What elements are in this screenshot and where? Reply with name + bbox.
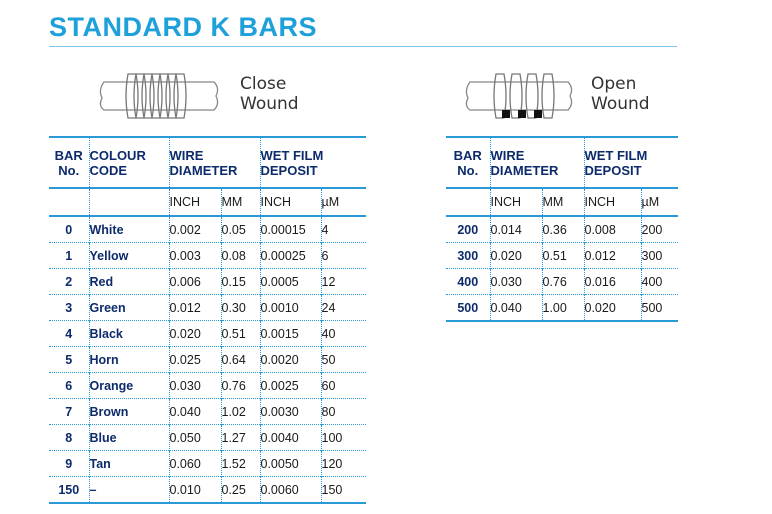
table-cell: 100 — [321, 425, 366, 451]
wire-diameter-header — [490, 137, 584, 188]
table-cell: 0.014 — [490, 216, 542, 243]
table-cell: Black — [89, 321, 169, 347]
table-cell: 200 — [446, 216, 490, 243]
close-wound-line2: Wound — [240, 94, 299, 114]
page-title: STANDARD K BARS — [49, 12, 317, 42]
table-row — [49, 295, 366, 321]
table-row — [49, 373, 366, 399]
table-cell: 0.08 — [221, 243, 260, 269]
table-row — [49, 477, 366, 504]
table-cell: 0.76 — [542, 269, 584, 295]
bar-no-header — [49, 137, 89, 188]
table-cell: 0.0005 — [260, 269, 321, 295]
unit-cell: INCH — [490, 188, 542, 216]
table-cell: 0.020 — [490, 243, 542, 269]
wet-film-header — [260, 137, 366, 188]
table-cell: 0.030 — [490, 269, 542, 295]
table-cell: 0.0015 — [260, 321, 321, 347]
table-row — [49, 425, 366, 451]
table-cell: 8 — [49, 425, 89, 451]
table-cell: 0.51 — [542, 243, 584, 269]
table-row — [446, 243, 678, 269]
table-cell: 0.040 — [169, 399, 221, 425]
table-cell: 4 — [49, 321, 89, 347]
close-wound-coil-icon — [96, 66, 221, 124]
table-cell: 60 — [321, 373, 366, 399]
table-cell: 0.016 — [584, 269, 641, 295]
wet-film-header — [584, 137, 678, 188]
table-cell: 0.51 — [221, 321, 260, 347]
table-cell: 50 — [321, 347, 366, 373]
table-cell: 9 — [49, 451, 89, 477]
table-cell: 0.0060 — [260, 477, 321, 504]
table-cell: 400 — [641, 269, 678, 295]
colour-code-header — [89, 137, 169, 188]
wire-header-line2: DIAMETER — [169, 162, 238, 178]
open-wound-line2: Wound — [591, 94, 650, 114]
table-cell: 0.012 — [584, 243, 641, 269]
table-cell: Yellow — [89, 243, 169, 269]
table-cell: 0.008 — [584, 216, 641, 243]
colour-header-line2: CODE — [89, 162, 128, 178]
unit-cell: INCH — [584, 188, 641, 216]
open-wound-coil-icon — [462, 66, 577, 124]
unit-cell: µM — [321, 188, 366, 216]
table-cell: 0 — [49, 216, 89, 243]
wet-header-line2: DEPOSIT — [260, 162, 318, 178]
table-cell: 300 — [446, 243, 490, 269]
units-row — [49, 188, 366, 216]
table-cell: 2 — [49, 269, 89, 295]
wire-diameter-header — [169, 137, 260, 188]
table-cell: 0.00015 — [260, 216, 321, 243]
unit-cell: MM — [221, 188, 260, 216]
wire-header-line2: DIAMETER — [490, 162, 559, 178]
table-cell: 120 — [321, 451, 366, 477]
table-header-row — [446, 137, 678, 188]
table-cell: 0.0025 — [260, 373, 321, 399]
table-cell: 1.00 — [542, 295, 584, 322]
table-row — [446, 295, 678, 322]
table-cell: 5 — [49, 347, 89, 373]
table-cell: 0.36 — [542, 216, 584, 243]
units-blank-cell — [89, 188, 169, 216]
table-cell: 150 — [321, 477, 366, 504]
table-cell: 0.040 — [490, 295, 542, 322]
table-cell: 3 — [49, 295, 89, 321]
table-cell: 0.64 — [221, 347, 260, 373]
table-cell: 0.0020 — [260, 347, 321, 373]
table-cell: 150 — [49, 477, 89, 504]
unit-cell: INCH — [260, 188, 321, 216]
table-cell: 1.02 — [221, 399, 260, 425]
table-row — [49, 243, 366, 269]
bar-header-line1: BAR — [54, 147, 83, 163]
table-cell: 80 — [321, 399, 366, 425]
table-row — [49, 269, 366, 295]
table-row — [49, 216, 366, 243]
wire-header-line1: WIRE — [490, 147, 525, 163]
table-cell: 400 — [446, 269, 490, 295]
table-row — [446, 269, 678, 295]
wet-header-line2: DEPOSIT — [584, 162, 642, 178]
table-cell: 0.020 — [584, 295, 641, 322]
table-cell: 0.15 — [221, 269, 260, 295]
table-cell: 0.05 — [221, 216, 260, 243]
table-cell: 0.010 — [169, 477, 221, 504]
table-cell: 6 — [49, 373, 89, 399]
table-cell: 0.0050 — [260, 451, 321, 477]
table-header-row — [49, 137, 366, 188]
table-cell: 24 — [321, 295, 366, 321]
table-cell: Orange — [89, 373, 169, 399]
unit-cell: INCH — [169, 188, 221, 216]
table-cell: 1.52 — [221, 451, 260, 477]
wet-header-line1: WET FILM — [260, 147, 324, 163]
table-cell: 0.006 — [169, 269, 221, 295]
table-cell: White — [89, 216, 169, 243]
unit-cell: µM — [641, 188, 678, 216]
table-cell: 0.060 — [169, 451, 221, 477]
open-wound-bars-table — [446, 136, 678, 322]
table-row — [49, 399, 366, 425]
table-cell: 0.0030 — [260, 399, 321, 425]
table-row — [49, 347, 366, 373]
title-rule — [49, 46, 677, 47]
open-wound-caption — [591, 74, 650, 114]
bar-no-header — [446, 137, 490, 188]
bar-header-line2: No. — [58, 162, 80, 178]
close-wound-line1: Close — [240, 74, 287, 94]
colour-header-line1: COLOUR — [89, 147, 146, 163]
table-cell: 6 — [321, 243, 366, 269]
table-row — [49, 321, 366, 347]
wire-header-line1: WIRE — [169, 147, 204, 163]
table-cell: 0.0040 — [260, 425, 321, 451]
table-cell: Blue — [89, 425, 169, 451]
table-row — [446, 216, 678, 243]
table-cell: 0.0010 — [260, 295, 321, 321]
table-cell: 0.025 — [169, 347, 221, 373]
table-cell: 0.030 — [169, 373, 221, 399]
bar-header-line1: BAR — [453, 147, 482, 163]
table-cell: 12 — [321, 269, 366, 295]
table-cell: Horn — [89, 347, 169, 373]
table-cell: 7 — [49, 399, 89, 425]
table-cell: 0.050 — [169, 425, 221, 451]
table-cell: 300 — [641, 243, 678, 269]
table-row — [49, 451, 366, 477]
unit-cell: MM — [542, 188, 584, 216]
units-row — [446, 188, 678, 216]
table-cell: 0.020 — [169, 321, 221, 347]
table-cell: 0.25 — [221, 477, 260, 504]
table-cell: Red — [89, 269, 169, 295]
left-table-body — [49, 216, 366, 503]
table-cell: – — [89, 477, 169, 504]
wet-header-line1: WET FILM — [584, 147, 648, 163]
table-cell: 200 — [641, 216, 678, 243]
table-cell: 4 — [321, 216, 366, 243]
table-cell: 0.012 — [169, 295, 221, 321]
table-cell: 500 — [641, 295, 678, 322]
table-cell: 500 — [446, 295, 490, 322]
table-cell: 0.00025 — [260, 243, 321, 269]
units-blank-cell — [446, 188, 490, 216]
table-cell: Brown — [89, 399, 169, 425]
table-cell: 0.002 — [169, 216, 221, 243]
close-wound-caption — [240, 74, 299, 114]
bar-header-line2: No. — [457, 162, 479, 178]
right-table-body — [446, 216, 678, 321]
units-blank-cell — [49, 188, 89, 216]
table-cell: 40 — [321, 321, 366, 347]
open-wound-line1: Open — [591, 74, 637, 94]
table-cell: 1.27 — [221, 425, 260, 451]
table-cell: Green — [89, 295, 169, 321]
table-cell: 0.76 — [221, 373, 260, 399]
table-cell: 1 — [49, 243, 89, 269]
table-cell: 0.003 — [169, 243, 221, 269]
standard-k-bars-table — [49, 136, 366, 504]
table-cell: 0.30 — [221, 295, 260, 321]
table-cell: Tan — [89, 451, 169, 477]
